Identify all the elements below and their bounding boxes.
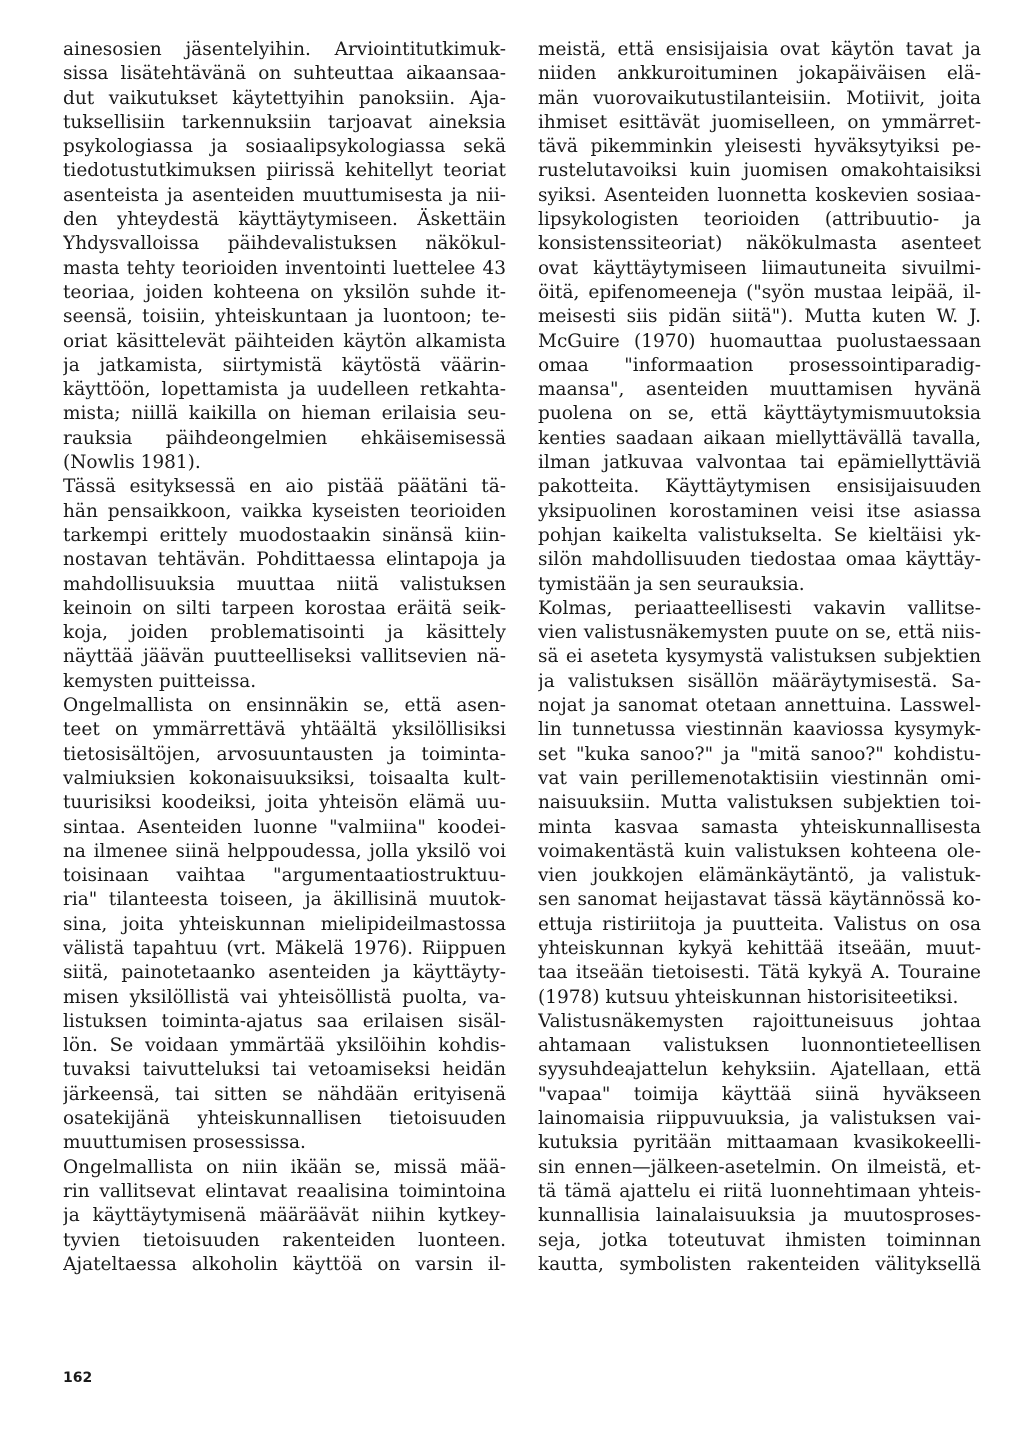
text-line: näyttää jäävän puutteelliseksi vallitsevien nä- — [63, 646, 506, 668]
text-line: nojat ja sanomat otetaan annettuina. Lasswel- — [538, 695, 981, 717]
text-line: asenteista ja asenteiden muuttumisesta ja nii- — [63, 184, 506, 206]
text-line: set "kuka sanoo?" ja "mitä sanoo?" kohdistu- — [538, 743, 981, 765]
text-line: ovat käyttäytymiseen liimautuneita sivuilmi- — [538, 257, 981, 279]
text-line: niiden ankkuroituminen jokapäiväisen elä- — [538, 63, 981, 85]
text-line: seja, jotka toteutuvat ihmisten toiminnan — [538, 1229, 981, 1251]
text-line: Kolmas, periaatteellisesti vakavin vallitse- — [538, 597, 981, 619]
text-line: keinoin on silti tarpeen korostaa eräitä seik- — [63, 597, 506, 619]
text-line: tymistään ja sen seurauksia. — [538, 573, 805, 595]
text-line: tuvaksi taivutteluksi tai vetoamiseksi heidän — [63, 1059, 506, 1081]
text-line: tä tämä ajattelu ei riitä luonnehtimaan yhteis- — [538, 1180, 981, 1202]
text-line: ja valistuksen sisällön määräytymisestä. Sa- — [538, 670, 981, 692]
text-line: konsistenssiteoriat) näkökulmasta asenteet — [538, 233, 981, 255]
text-line: sina, joita yhteiskunnan mielipideilmastossa — [63, 913, 506, 935]
text-line: yhteiskunnan kykyä kehittää itseään, muut- — [538, 937, 981, 959]
text-line: mahdollisuuksia muuttaa niitä valistuksen — [63, 573, 506, 595]
text-line: rauksia päihdeongelmien ehkäisemisessä — [63, 427, 506, 449]
text-line: valmiuksien kokonaisuuksiksi, toisaalta kult- — [63, 767, 506, 789]
text-line: Tässä esityksessä en aio pistää päätäni tä- — [63, 476, 506, 498]
text-line: välistä tapahtuu (vrt. Mäkelä 1976). Riippuen — [63, 937, 506, 959]
text-line: kenties saadaan aikaan miellyttävällä tavalla, — [538, 427, 981, 449]
text-line: Ongelmallista on ensinnäkin se, että asen- — [63, 695, 506, 717]
text-line: den yhteydestä käyttäytymiseen. Äskettäin — [63, 209, 506, 231]
text-line: meistä, että ensisijaisia ovat käytön tavat ja — [538, 39, 981, 60]
text-line: vien joukkojen elämänkäytäntö, ja valistuk- — [538, 865, 981, 887]
text-line: rin vallitsevat elintavat reaalisina toimintoina — [63, 1180, 506, 1202]
text-line: ettuja ristiriitoja ja puutteita. Valistus on osa — [538, 913, 981, 935]
text-line: kunnallisia lainalaisuuksia ja muutosproses- — [538, 1205, 981, 1227]
page-number: 162 — [63, 1370, 93, 1386]
text-line: koja, joiden problematisointi ja käsittely — [63, 622, 506, 644]
text-line: tiedotustutkimuksen piirissä kehitellyt teoriat — [63, 160, 506, 182]
text-line: tuksellisiin tarkennuksiin tarjoavat aineksia — [63, 111, 506, 133]
text-line: hän pensaikkoon, vaikka kyseisten teorioiden — [63, 500, 506, 522]
text-line: yksipuolinen korostaminen veisi itse asiassa — [538, 500, 981, 522]
text-line: kutuksia pyritään mittaamaan kvasikokeelli- — [538, 1132, 981, 1154]
text-line: Ajateltaessa alkoholin käyttöä on varsin il- — [63, 1253, 506, 1275]
text-line: muuttumisen prosessissa. — [63, 1132, 306, 1154]
text-line: rustelutavoiksi kuin juomisen omakohtaisiksi — [538, 160, 981, 182]
text-line: meisesti siis pidän siitä"). Mutta kuten W. J. — [538, 306, 981, 328]
text-line: sintaa. Asenteiden luonne "valmiina" koodei- — [63, 816, 506, 838]
text-line: (1978) kutsuu yhteiskunnan historisiteetiksi. — [538, 986, 959, 1008]
text-line: syysuhdeajattelun kehyksiin. Ajatellaan, että — [538, 1059, 981, 1081]
text-line: voimakentästä kuin valistuksen kohteena ole- — [538, 840, 981, 862]
text-line: pakotteita. Käyttäytymisen ensisijaisuuden — [538, 476, 981, 498]
text-line: nostavan tehtävän. Pohdittaessa elintapoja ja — [63, 549, 506, 571]
text-line: Yhdysvalloissa päihdevalistuksen näkökul- — [63, 233, 506, 255]
text-line: taa itseään tietoisesti. Tätä kykyä A. Touraine — [538, 962, 981, 984]
text-line: ihmiset esittävät juomiselleen, on ymmärret- — [538, 111, 981, 133]
text-line: silön mahdollisuuden tiedostaa omaa käyttäy- — [538, 549, 981, 571]
text-line: na ilmenee siinä helppoudessa, jolla yksilö voi — [63, 840, 506, 862]
text-line: käyttöön, lopettamista ja uudelleen retkahta- — [63, 379, 506, 401]
text-line: sin ennen—jälkeen-asetelmin. On ilmeistä, et- — [538, 1156, 981, 1178]
text-line: tietosisältöjen, arvosuuntausten ja toiminta- — [63, 743, 506, 765]
text-line: kautta, symbolisten rakenteiden välityksellä — [538, 1253, 981, 1275]
text-line: lipsykologisten teorioiden (attribuutio- ja — [538, 209, 981, 231]
text-line: ja käyttäytymisenä määräävät niihin kytkey- — [63, 1205, 506, 1227]
text-line: "vapaa" toimija käyttää siinä hyväkseen — [538, 1083, 981, 1105]
text-line: McGuire (1970) huomauttaa puolustaessaan — [538, 330, 981, 352]
text-line: tävä pikemminkin yleisesti hyväksytyiksi pe- — [538, 136, 981, 158]
text-line: seensä, toisiin, yhteiskuntaan ja luontoon; te- — [63, 306, 506, 328]
text-line: lin tunnetussa viestinnän kaaviossa kysymyk- — [538, 719, 981, 741]
text-line: Valistusnäkemysten rajoittuneisuus johtaa — [538, 1010, 981, 1032]
text-line: lainomaisia riippuvuuksia, ja valistuksen vai- — [538, 1108, 981, 1130]
text-line: sen sanomat heijastavat tässä käytännössä ko- — [538, 889, 981, 911]
text-line: ilman jatkuvaa valvontaa tai epämiellyttäviä — [538, 452, 981, 474]
text-line: tarkempi erittely muodostaakin sinänsä kiin- — [63, 524, 506, 546]
text-line: män vuorovaikutustilanteisiin. Motiivit, joita — [538, 87, 981, 109]
text-line: ja jatkamista, siirtymistä käytöstä väärin- — [63, 354, 506, 376]
text-line: tyvien tietoisuuden rakenteiden luonteen. — [63, 1229, 506, 1251]
text-line: minta kasvaa samasta yhteiskunnallisesta — [538, 816, 981, 838]
text-line: puolena on se, että käyttäytymismuutoksia — [538, 403, 981, 425]
text-line: (Nowlis 1981). — [63, 452, 201, 474]
text-line: siitä, painotetaanko asenteiden ja käyttäyty- — [63, 962, 506, 984]
text-line: teoriaa, joiden kohteena on yksilön suhde it- — [63, 281, 506, 303]
text-line: psykologiassa ja sosiaalipsykologiassa sekä — [63, 136, 506, 158]
text-line: pohjan kaikelta valistukselta. Se kieltäisi yk- — [538, 524, 981, 546]
text-line: maansa", asenteiden muuttamisen hyvänä — [538, 379, 981, 401]
text-line: toisinaan vaihtaa "argumentaatiostruktuu- — [63, 865, 506, 887]
text-line: kemysten puitteissa. — [63, 670, 257, 692]
text-line: ahtamaan valistuksen luonnontieteellisen — [538, 1035, 981, 1057]
text-line: tuurisiksi koodeiksi, joita yhteisön elämä uu- — [63, 792, 506, 814]
text-line: listuksen toiminta-ajatus saa erilaisen sisäl- — [63, 1010, 506, 1032]
text-line: teet on ymmärrettävä yhtäältä yksilöllisiksi — [63, 719, 506, 741]
text-line: masta tehty teorioiden inventointi luettelee 43 — [63, 257, 506, 279]
text-line: sä ei aseteta kysymystä valistuksen subjektien — [538, 646, 981, 668]
text-line: öitä, epifenomeeneja ("syön mustaa leipää, il- — [538, 281, 981, 303]
text-line: mista; niillä kaikilla on hieman erilaisia seu- — [63, 403, 506, 425]
text-line: ainesosien jäsentelyihin. Arviointitutkimuk- — [63, 39, 506, 60]
text-line: lön. Se voidaan ymmärtää yksilöihin kohdis- — [63, 1035, 506, 1057]
text-line: omaa "informaation prosessointiparadig- — [538, 354, 981, 376]
text-line: naisuuksiin. Mutta valistuksen subjektien toi- — [538, 792, 981, 814]
text-line: dut vaikutukset käytettyihin panoksiin. Aja- — [63, 87, 506, 109]
text-line: vien valistusnäkemysten puute on se, että niis- — [538, 622, 981, 644]
right-text-column — [538, 38, 981, 1277]
left-text-column — [63, 38, 506, 1277]
text-line: Ongelmallista on niin ikään se, missä mää- — [63, 1156, 506, 1178]
text-line: syiksi. Asenteiden luonnetta koskevien sosiaa- — [538, 184, 981, 206]
text-line: osatekijänä yhteiskunnallisen tietoisuuden — [63, 1108, 506, 1130]
text-line: vat vain perillemenotaktisiin viestinnän omi- — [538, 767, 981, 789]
text-line: misen yksilöllistä vai yhteisöllistä puolta, va- — [63, 986, 506, 1008]
text-line: ria" tilanteesta toiseen, ja äkillisinä muutok- — [63, 889, 506, 911]
text-line: järkeensä, tai sitten se nähdään erityisenä — [63, 1083, 506, 1105]
text-line: sissa lisätehtävänä on suhteuttaa aikaansaa- — [63, 63, 506, 85]
text-line: oriat käsittelevät päihteiden käytön alkamista — [63, 330, 506, 352]
